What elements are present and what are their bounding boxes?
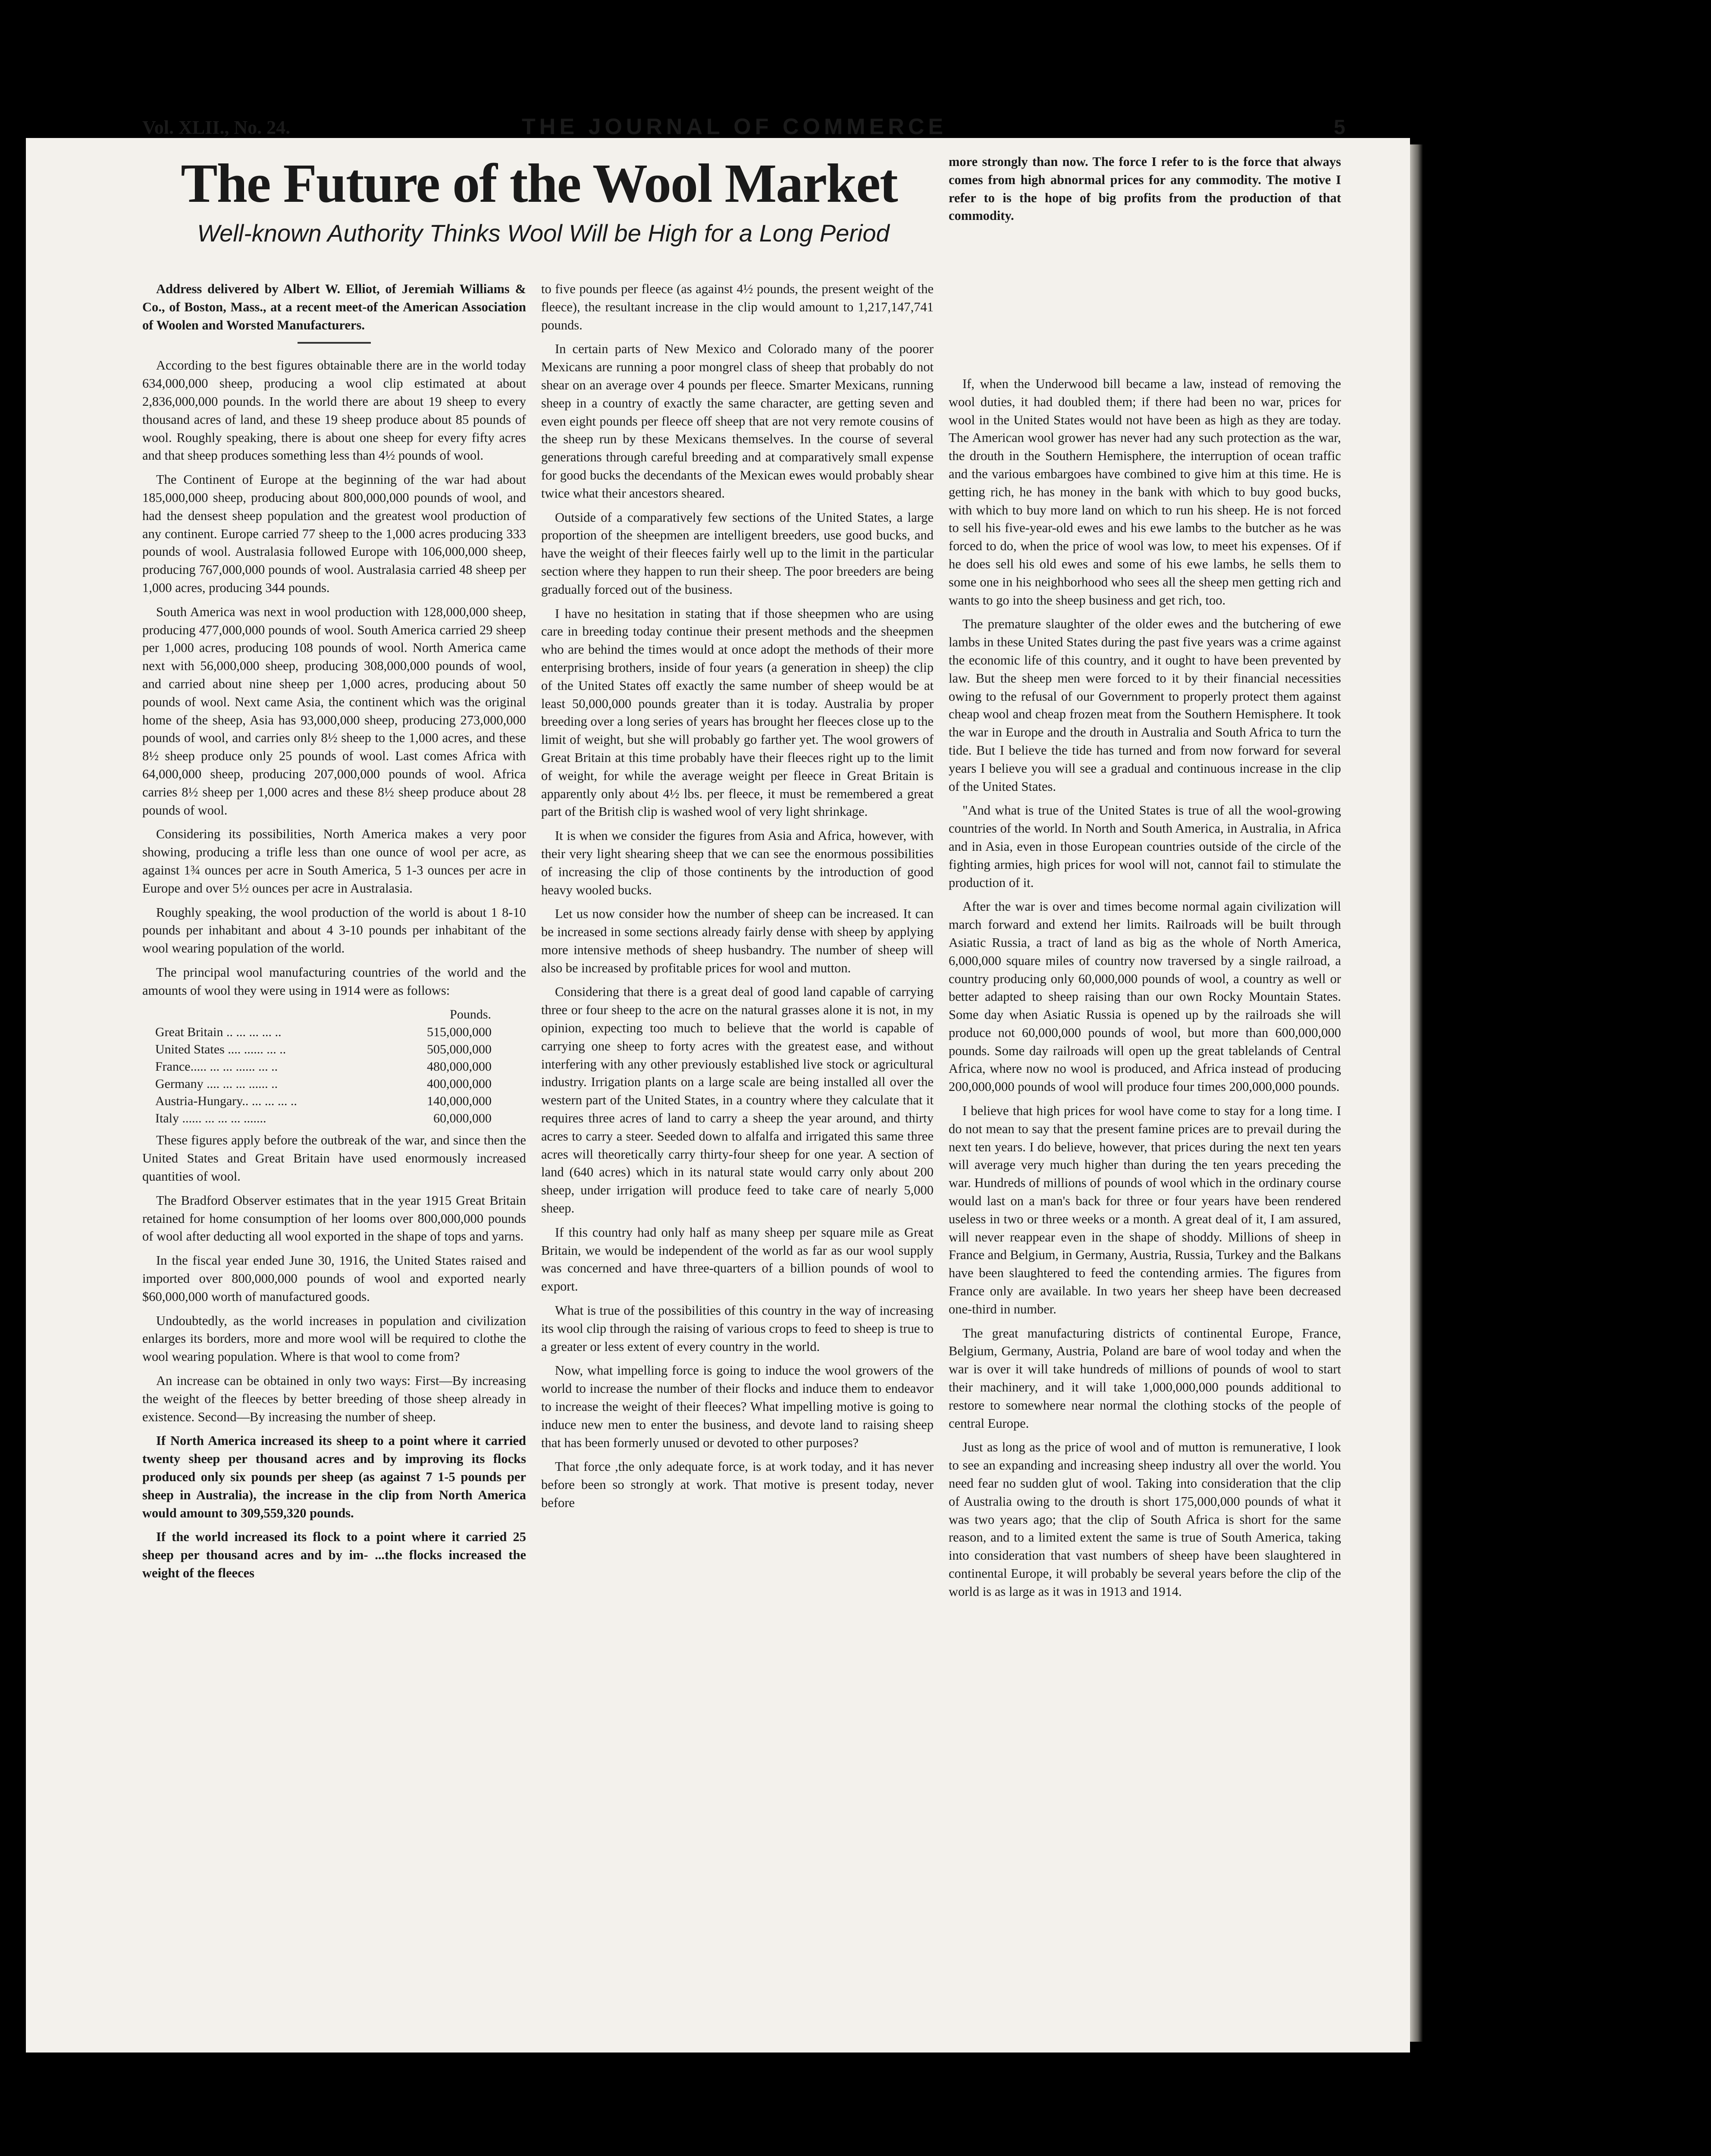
journal-name: THE JOURNAL OF COMMERCE bbox=[522, 114, 947, 139]
paragraph: Considering that there is a great deal of good land capable of carrying three or four sheep to the acre on the natural grasses alone it is not, in my opinion, expecting too much to believe that the world is capable of carrying one sheep to forty acres with the greatest ease, and without interfering with any other previously established live stock or agricultural industry. Irrigation plants on a large scale are being installed all over the western part of the United States, in a country where they calculate that it requires three acres of land to carry a sheep the year around, and thirty acres to carry a steer. Seeded down to alfalfa and irrigated this same three acres will theoretically carry thirty-four sheep for one year. A section of land (640 acres) which in its natural state would carry only about 200 sheep, under irrigation will produce feed to take care of nearly 5,000 sheep. bbox=[541, 984, 934, 1216]
paragraph: Now, what impelling force is going to induce the wool growers of the world to increase the number of their flocks and induce them to endeavor to increase the weight of their fleeces? What impelling motive is going to induce new men to enter the business, and devote land to raising sheep that has been formerly unused or devoted to other purposes? bbox=[541, 1363, 934, 1450]
article-subhead: Well-known Authority Thinks Wool Will be High for a Long Period bbox=[197, 219, 890, 247]
paragraph: If this country had only half as many sheep per square mile as Great Britain, we would be independent of the world as far as our wool supply was concerned and have three-quarters of a billion pounds of wool to export. bbox=[541, 1225, 934, 1294]
paragraph: Outside of a comparatively few sections of the United States, a large proportion of the sheepmen are intelligent breeders, use good bucks, and have the weight of their fleeces fairly well up to the limit in the particular section where they happen to run their sheep. The poor breeders are being gradually forced out of the business. bbox=[541, 510, 934, 597]
wool-usage-table bbox=[155, 1006, 492, 1127]
column-right-continuation bbox=[949, 153, 1341, 231]
table-header-pounds: Pounds. bbox=[450, 1007, 491, 1022]
column-middle bbox=[541, 280, 934, 1518]
paragraph: These figures apply before the outbreak of the war, and since then the United States and Great Britain have used enormously increased quantities of wool. bbox=[142, 1133, 526, 1184]
paragraph: After the war is over and times become normal again civilization will march forward and extend her limits. Railroads will be built through Asiatic Russia, a tract of land as big as the whole of North America, 6,000,000 square miles of country now traversed by a single railroad, a country producing only 60,000,000 pounds of wool, a country as well or better adapted to sheep raising than our own Rocky Mountain States. Some day when Asiatic Russia is opened up by the railroads she will produce not 60,000,000 pounds of wool, but more than 600,000,000 pounds. Some day railroads will open up the great tablelands of Central Africa, where now no wool is produced, and Africa instead of producing 200,000,000 pounds of wool will produce four times 200,000,000 pounds. bbox=[949, 899, 1341, 1094]
paragraph: In the fiscal year ended June 30, 1916, the United States raised and imported over 800,000,000 pounds of wool and exported nearly $60,000,000 worth of manufactured goods. bbox=[142, 1253, 526, 1304]
paragraph: That force ,the only adequate force, is at work today, and it has never before been so strongly at work. That motive is present today, never before bbox=[541, 1459, 934, 1510]
page-header bbox=[142, 110, 1345, 145]
divider-rule bbox=[298, 342, 371, 344]
pounds-cell: 60,000,000 bbox=[433, 1111, 492, 1126]
paragraph: The Bradford Observer estimates that in the year 1915 Great Britain retained for home consumption of her looms over 800,000,000 pounds of wool after deducting all wool exported in the shape of tops and yarns. bbox=[142, 1193, 526, 1244]
page-number: 5 bbox=[1334, 116, 1345, 139]
paragraph: If North America increased its sheep to a point where it carried twenty sheep per thousand acres and by improving its flocks produced only six pounds per sheep (as against 7 1-5 pounds per sheep in Australia), the increase in the clip from North America would amount to 309,559,320 pounds. bbox=[142, 1433, 526, 1520]
column-left bbox=[142, 280, 526, 1589]
paragraph: more strongly than now. The force I refer to is the force that always comes from high abnormal prices for any commodity. The motive I refer to is the hope of big profits from the production of that commodity. bbox=[949, 154, 1341, 223]
table-row bbox=[155, 1024, 492, 1041]
volume-number: Vol. XLII., No. 24. bbox=[142, 117, 291, 138]
pounds-cell: 505,000,000 bbox=[427, 1042, 492, 1057]
paragraph: Let us now consider how the number of sheep can be increased. It can be increased in some sections already fairly dense with sheep by applying more intensive methods of sheep husbandry. The number of sheep will also be increased by profitable prices for wool and mutton. bbox=[541, 906, 934, 975]
paragraph: What is true of the possibilities of this country in the way of increasing its wool clip through the raising of various crops to feed to sheep is true to a greater or less extent of every country in the world. bbox=[541, 1303, 934, 1354]
country-cell: Austria-Hungary.. ... ... ... .. bbox=[155, 1094, 297, 1109]
article-headline: The Future of the Wool Market bbox=[181, 153, 897, 214]
paragraph: I have no hesitation in stating that if those sheepmen who are using care in breeding today continue their present methods and the sheepmen who are behind the times would at once adopt the methods of their more enterprising brothers, inside of four years (a generation in sheep) the clip of the United States off exactly the same number of sheep would be at least 50,000,000 pounds greater than it is today. Australia by proper breeding over a long series of years has brought her fleeces close up to the limit of weight, but she will probably go farther yet. The wool growers of Great Britain at this time probably have their fleeces right up to the limit of weight, for while the average weight per fleece in Great Britain is apparently only about 4½ lbs. per fleece, it must be remembered a great part of the British clip is washed wool of very light shrinkage. bbox=[541, 606, 934, 819]
table-header-row bbox=[155, 1006, 492, 1024]
pounds-cell: 400,000,000 bbox=[427, 1077, 492, 1091]
table-row bbox=[155, 1093, 492, 1110]
table-row bbox=[155, 1041, 492, 1058]
paragraph: Undoubtedly, as the world increases in population and civilization enlarges its borders, more and more wool will be required to clothe the wool wearing population. Where is that wool to come from? bbox=[142, 1313, 526, 1364]
table-row bbox=[155, 1058, 492, 1075]
pounds-cell: 515,000,000 bbox=[427, 1025, 492, 1040]
country-cell: France..... ... ... ...... ... .. bbox=[155, 1059, 278, 1074]
paragraph: The principal wool manufacturing countries of the world and the amounts of wool they were using in 1914 were as follows: bbox=[142, 965, 526, 998]
paragraph: Just as long as the price of wool and of mutton is remunerative, I look to see an expanding and increasing sheep industry all over the world. You need fear no sudden glut of wool. Taking into consideration that the clip of Australia owing to the drouth is short 175,000,000 pounds of what it was two years ago; that the clip of South Africa is short for the same reason, and to a limited extent the same is true of South America, taking into consideration that vast numbers of sheep have been slaughtered in continental Europe, it will probably be several years before the clip of the world is as large as it was in 1913 and 1914. bbox=[949, 1440, 1341, 1599]
paragraph: According to the best figures obtainable there are in the world today 634,000,000 sheep, producing a wool clip estimated at about 2,836,000,000 pounds. In the world there are about 19 sheep to every thousand acres of land, and these 19 sheep produce about 85 pounds of wool. Roughly speaking, there is about one sheep for every fifty acres and that sheep produces something less than 4½ pounds of wool. bbox=[142, 358, 526, 463]
paragraph: The great manufacturing districts of continental Europe, France, Belgium, Germany, Austria, Poland are bare of wool today and when the war is over it will take hundreds of millions of pounds of wool to start their machinery, and it will take 1,000,000,000 pounds additional to restore to somewhere near normal the clothing stocks of the people of central Europe. bbox=[949, 1326, 1341, 1431]
table-row bbox=[155, 1075, 492, 1093]
country-cell: United States .... ...... ... .. bbox=[155, 1042, 286, 1057]
page-edge-shadow bbox=[1410, 144, 1423, 2042]
paragraph: I believe that high prices for wool have come to stay for a long time. I do not mean to say that the present famine prices are to prevail during the next ten years. I do believe, however, that prices during the next ten years will average very much higher than during the ten years preceding the war. Hundreds of millions of pounds of wool which in the ordinary course would last on a man's back for three or four years have been rendered useless in two or three weeks or a month. A great deal of it, I am assured, will never reappear even in the shape of shoddy. Millions of sheep in France and Belgium, in Germany, Austria, Russia, Turkey and the Balkans have been slaughtered to feed the contending armies. The figures from France only are available. In two years her sheep have been decreased one-third in number. bbox=[949, 1103, 1341, 1316]
paragraph: In certain parts of New Mexico and Colorado many of the poorer Mexicans are running a poor mongrel class of sheep that probably do not shear on an average over 4 pounds per fleece. Smarter Mexicans, running sheep in a country of exactly the same character, are getting seven and even eight pounds per fleece off sheep that are not very remote cousins of the sheep run by these Mexicans themselves. In the course of several generations through careful breeding and at comparatively small expense for good bucks the decendants of the Mexican ewes would probably shear twice what their ancestors sheared. bbox=[541, 342, 934, 501]
paragraph: If, when the Underwood bill became a law, instead of removing the wool duties, it had doubled them; if there had been no war, prices for wool in the United States would not have been as high as they are today. The American wool grower has never had any such protection as the war, the drouth in the Southern Hemisphere, the interruption of ocean traffic and the various embargoes have combined to give him at this time. He is getting rich, he has money in the bank with which to buy good bucks, with which to buy more land on which to run his sheep. He is not forced to sell his five-year-old ewes and his ewe lambs to the butcher as he was forced to do, when the price of wool was low, to meet his expenses. Of if he does sell his old ewes and some of his ewe lambs, he sells them to some one in his neighborhood who sees all the sheep men getting rich and wants to go into the sheep business and get rich, too. bbox=[949, 376, 1341, 608]
paragraph: "And what is true of the United States is true of all the wool-growing countries of the world. In North and South America, in Australia, in Africa and in Asia, even in those European countries outside of the circle of the fighting armies, high prices for wool will not, cannot fail to stimulate the production of it. bbox=[949, 803, 1341, 890]
country-cell: Great Britain .. ... ... ... .. bbox=[155, 1025, 282, 1040]
paragraph: Considering its possibilities, North America makes a very poor showing, producing a trifle less than one ounce of wool per acre, as against 1¾ ounces per acre in South America, 5 1-3 ounces per acre in Europe and over 5½ ounces per acre in Australasia. bbox=[142, 827, 526, 896]
column-right bbox=[949, 375, 1341, 1607]
paragraph: An increase can be obtained in only two ways: First—By increasing the weight of the fleeces by better breeding of those sheep already in existence. Second—By increasing the number of sheep. bbox=[142, 1373, 526, 1424]
paragraph: If the world increased its flock to a point where it carried 25 sheep per thousand acres and by im- ...the flocks increased the weight of the fleeces bbox=[142, 1529, 526, 1581]
paragraph: South America was next in wool production with 128,000,000 sheep, producing 477,000,000 pounds of wool. South America carried 29 sheep per 1,000 acres, producing 108 pounds of wool. North America came next with 56,000,000 sheep, producing 308,000,000 pounds of wool, and carried about nine sheep per 1,000 acres, producing about 50 pounds of wool. Next came Asia, the continent which was the original home of the sheep, Asia has 93,000,000 sheep, producing 273,000,000 pounds of wool, and carries only 8½ sheep to the 1,000 acres, and these 8½ sheep produce only 25 pounds of wool. Last comes Africa with 64,000,000 sheep, producing 207,000,000 pounds of wool. Africa carries 8½ sheep per 1,000 acres and these 8½ sheep produce about 28 pounds of wool. bbox=[142, 604, 526, 818]
country-cell: Italy ...... ... ... ... ....... bbox=[155, 1111, 266, 1126]
paragraph: Roughly speaking, the wool production of the world is about 1 8-10 pounds per inhabitant and about 4 3-10 pounds per inhabitant of the wool wearing population of the world. bbox=[142, 905, 526, 956]
pounds-cell: 480,000,000 bbox=[427, 1059, 492, 1074]
paragraph: The premature slaughter of the older ewes and the butchering of ewe lambs in these United States during the past five years was a crime against the economic life of this country, and it ought to have been prevented by law. But the sheep men were forced to it by their financial necessities owing to the refusal of our Government to properly protect them against cheap wool and cheap frozen meat from the Southern Hemisphere. It took the war in Europe and the drouth in Australia and South Africa to turn the tide. But I believe the tide has turned and from now forward for several years I believe you will see a gradual and continuous increase in the clip of the United States. bbox=[949, 617, 1341, 794]
paragraph: The Continent of Europe at the beginning of the war had about 185,000,000 sheep, producing about 800,000,000 pounds of wool, and had the densest sheep population and the greatest wool production of any continent. Europe carried 77 sheep to the 1,000 acres producing 333 pounds of wool. Australasia followed Europe with 106,000,000 sheep, producing 767,000,000 pounds of wool. Australasia carried 48 sheep per 1,000 acres, producing 344 pounds. bbox=[142, 472, 526, 595]
pounds-cell: 140,000,000 bbox=[427, 1094, 492, 1109]
paragraph: to five pounds per fleece (as against 4½ pounds, the present weight of the fleece), the resultant increase in the clip would amount to 1,217,147,741 pounds. bbox=[541, 282, 934, 332]
country-cell: Germany .... ... ... ...... .. bbox=[155, 1077, 278, 1091]
paragraph: It is when we consider the figures from Asia and Africa, however, with their very light shearing sheep that we can see the enormous possibilities of increasing the clip of those continents by the introduction of good heavy wooled bucks. bbox=[541, 828, 934, 897]
intro-paragraph: Address delivered by Albert W. Elliot, of Jeremiah Williams & Co., of Boston, Mass., at a recent meet-of the American Association of Woolen and Worsted Manufacturers. bbox=[142, 282, 526, 332]
table-row bbox=[155, 1110, 492, 1127]
